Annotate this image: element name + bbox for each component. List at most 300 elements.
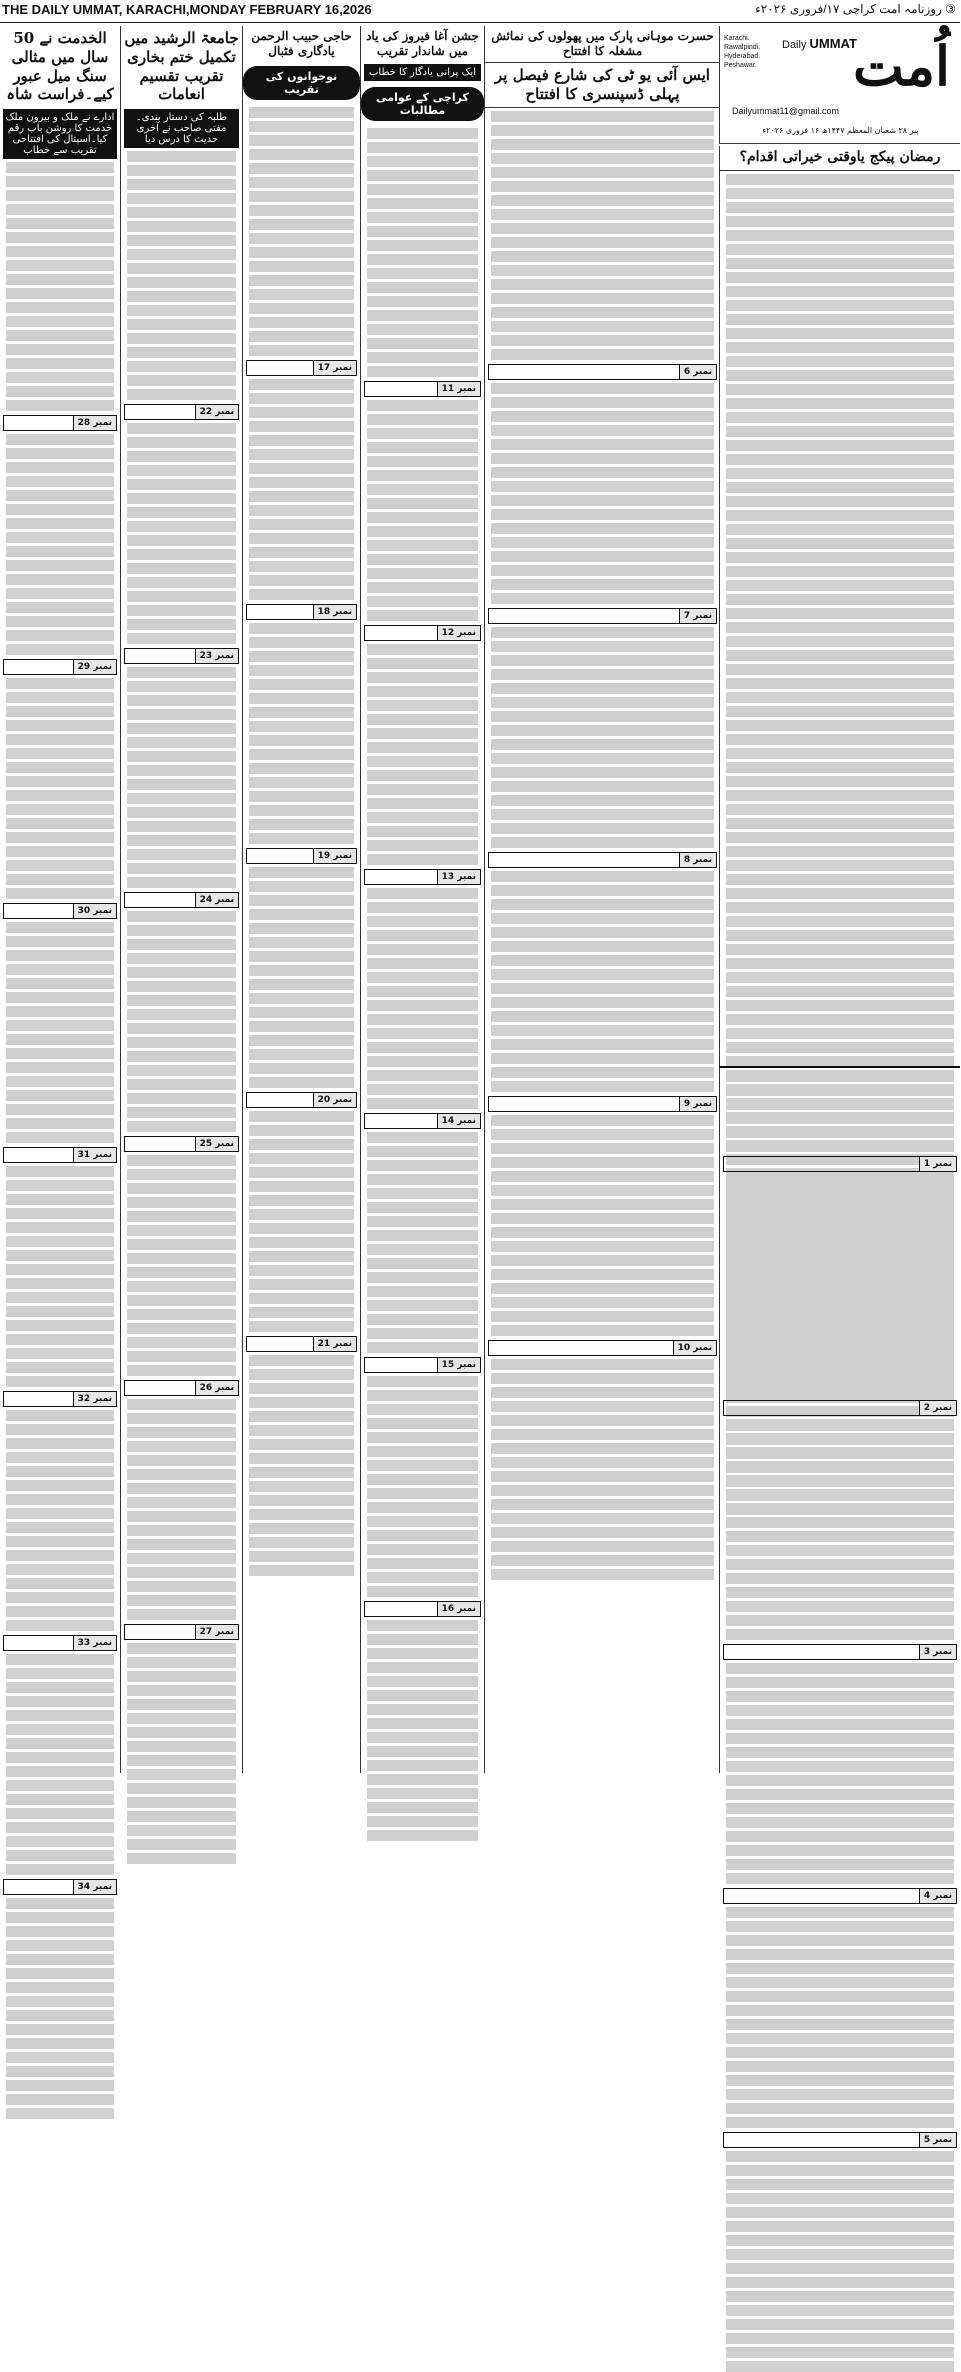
text-line [491, 1457, 714, 1468]
text-line [127, 939, 236, 950]
text-line [249, 275, 354, 286]
text-line [367, 1000, 478, 1011]
text-line [367, 1502, 478, 1513]
text-line [6, 846, 114, 857]
text-line [127, 423, 236, 434]
text-line [127, 605, 236, 616]
text-line [6, 1132, 114, 1143]
text-line [367, 226, 478, 237]
text-line [127, 1609, 236, 1620]
text-line [726, 1231, 954, 1242]
text-line [249, 1139, 354, 1150]
text-block [121, 667, 242, 888]
text-line [249, 1383, 354, 1394]
text-line [127, 953, 236, 964]
text-line [127, 1267, 236, 1278]
text-line [6, 476, 114, 487]
text-line [367, 1802, 478, 1813]
text-line [249, 1167, 354, 1178]
text-line [491, 195, 714, 206]
text-line [249, 1397, 354, 1408]
text-block [121, 1155, 242, 1376]
text-line [6, 762, 114, 773]
text-line [6, 190, 114, 201]
text-line [127, 151, 236, 162]
text-line [127, 1197, 236, 1208]
text-line [6, 2024, 114, 2035]
text-line [491, 641, 714, 652]
text-line [367, 644, 478, 655]
text-line [367, 498, 478, 509]
text-line [726, 342, 954, 353]
text-line [726, 174, 954, 185]
text-line [249, 1439, 354, 1450]
text-line [491, 913, 714, 924]
text-line [367, 470, 478, 481]
text-line [726, 538, 954, 549]
text-line [127, 577, 236, 588]
section-number: نمبر 5 [919, 2133, 956, 2147]
text-line [491, 467, 714, 478]
text-line [491, 125, 714, 136]
text-line [726, 1573, 954, 1584]
text-line [249, 1251, 354, 1262]
text-line [726, 2249, 954, 2260]
text-line [726, 1259, 954, 1270]
text-line [127, 1037, 236, 1048]
text-line [367, 1300, 478, 1311]
text-line [367, 1816, 478, 1827]
text-block [720, 1663, 960, 1884]
text-line [367, 742, 478, 753]
text-line [726, 902, 954, 913]
text-line [367, 400, 478, 411]
text-line [726, 2193, 954, 2204]
text-line [726, 412, 954, 423]
text-line [127, 1853, 236, 1864]
text-line [726, 1371, 954, 1382]
text-line [726, 706, 954, 717]
section-header [3, 1147, 117, 1163]
text-line [249, 1063, 354, 1074]
text-line [127, 619, 236, 630]
text-line [6, 2094, 114, 2105]
column-body [121, 151, 242, 1864]
text-line [6, 1982, 114, 1993]
text-line [367, 156, 478, 167]
text-line [367, 1258, 478, 1269]
text-line [726, 1433, 954, 1444]
text-line [6, 1048, 114, 1059]
text-line [249, 547, 354, 558]
section-header [124, 892, 239, 908]
text-line [127, 305, 236, 316]
text-line [6, 1724, 114, 1735]
text-line [127, 221, 236, 232]
text-line [249, 1565, 354, 1576]
text-block [485, 1115, 720, 1336]
text-line [726, 2005, 954, 2016]
text-line [249, 505, 354, 516]
text-line [491, 565, 714, 576]
text-line [367, 268, 478, 279]
text-line [127, 1281, 236, 1292]
text-line [367, 610, 478, 621]
section-header [246, 360, 357, 376]
text-line [6, 1864, 114, 1875]
text-line [726, 2165, 954, 2176]
section-number: نمبر 10 [673, 1341, 716, 1355]
text-line [367, 812, 478, 823]
text-line [249, 833, 354, 844]
text-line [491, 139, 714, 150]
section-number: نمبر 30 [73, 904, 116, 918]
text-line [491, 1269, 714, 1280]
text-line [726, 1447, 954, 1458]
text-line [367, 1098, 478, 1109]
text-line [491, 153, 714, 164]
text-line [367, 1516, 478, 1527]
text-line [726, 1315, 954, 1326]
section-number: نمبر 4 [919, 1889, 956, 1903]
text-line [726, 888, 954, 899]
text-line [127, 1121, 236, 1132]
text-line [491, 1387, 714, 1398]
section-number: نمبر 22 [195, 405, 238, 419]
text-line [249, 449, 354, 460]
section-number: نمبر 2 [919, 1401, 956, 1415]
text-line [6, 2010, 114, 2021]
text-line [6, 1376, 114, 1387]
text-block [485, 871, 720, 1092]
section-header [723, 1156, 957, 1172]
text-line [6, 1752, 114, 1763]
text-line [367, 1418, 478, 1429]
text-line [6, 1912, 114, 1923]
text-line [127, 451, 236, 462]
text-line [127, 849, 236, 860]
text-line [491, 1129, 714, 1140]
text-line [726, 1949, 954, 1960]
text-line [367, 1188, 478, 1199]
text-line [6, 504, 114, 515]
text-line [726, 2305, 954, 2316]
section-header [246, 604, 357, 620]
text-line [249, 1077, 354, 1088]
text-line [726, 930, 954, 941]
text-line [726, 692, 954, 703]
text-line [726, 1517, 954, 1528]
text-line [6, 1480, 114, 1491]
text-block [361, 1376, 484, 1597]
text-line [127, 375, 236, 386]
text-line [249, 651, 354, 662]
section-number: نمبر 17 [313, 361, 356, 375]
text-line [6, 1578, 114, 1589]
text-line [367, 414, 478, 425]
text-line [249, 345, 354, 356]
text-line [367, 930, 478, 941]
text-line [249, 1411, 354, 1422]
city: Hyderabad. [724, 53, 761, 60]
text-line [367, 366, 478, 377]
text-line [6, 1738, 114, 1749]
column-3 [242, 26, 360, 1773]
text-line [127, 1685, 236, 1696]
text-line [491, 167, 714, 178]
section-header [364, 869, 481, 885]
text-line [726, 1663, 954, 1674]
text-line [367, 1390, 478, 1401]
text-line [127, 1741, 236, 1752]
city-list [724, 34, 760, 70]
text-line [491, 593, 714, 604]
section-header [723, 1644, 957, 1660]
section-number: نمبر 20 [313, 1093, 356, 1107]
text-block [121, 423, 242, 644]
text-line [6, 532, 114, 543]
text-line [491, 627, 714, 638]
text-line [127, 863, 236, 874]
brand-name [782, 36, 857, 51]
section-header [488, 1340, 717, 1356]
text-line [6, 616, 114, 627]
text-line [726, 832, 954, 843]
text-line [249, 1223, 354, 1234]
text-line [6, 546, 114, 557]
text-line [367, 1286, 478, 1297]
text-line [127, 249, 236, 260]
text-line [127, 1351, 236, 1362]
section-header [488, 1096, 717, 1112]
text-line [491, 251, 714, 262]
text-line [249, 1021, 354, 1032]
column-5 [484, 26, 720, 1773]
text-line [249, 777, 354, 788]
text-line [249, 1355, 354, 1366]
text-line [249, 937, 354, 948]
text-line [127, 235, 236, 246]
text-line [127, 1769, 236, 1780]
text-line [249, 407, 354, 418]
column-4 [360, 26, 484, 1773]
text-line [491, 885, 714, 896]
text-line [367, 170, 478, 181]
text-block [121, 151, 242, 400]
text-line [6, 162, 114, 173]
text-line [127, 1511, 236, 1522]
column-headline: جشن آغا فیروز کی یاد میں شاندار تقریب [366, 29, 479, 58]
column-headline: حسرت موہانی پارک میں پھولوں کی نمائش مشغلہ کا افتتاح [491, 29, 714, 58]
text-line [491, 767, 714, 778]
text-line [367, 826, 478, 837]
text-line [367, 198, 478, 209]
text-line [491, 997, 714, 1008]
text-line [726, 1587, 954, 1598]
text-line [6, 678, 114, 689]
text-line [127, 1295, 236, 1306]
text-line [6, 1362, 114, 1373]
section-number: نمبر 1 [919, 1157, 956, 1171]
text-line [367, 1746, 478, 1757]
text-line [367, 1342, 478, 1353]
text-line [491, 823, 714, 834]
section-number: نمبر 11 [437, 382, 480, 396]
ummat-logo: اُمت [853, 34, 950, 98]
text-block [243, 1355, 360, 1576]
text-line [249, 735, 354, 746]
text-line [249, 1035, 354, 1046]
text-line [367, 1676, 478, 1687]
text-line [127, 563, 236, 574]
text-line [726, 1343, 954, 1354]
text-line [367, 526, 478, 537]
text-line [127, 779, 236, 790]
text-line [491, 223, 714, 234]
text-line [491, 1555, 714, 1566]
lead-headline: رمضان پیکج یاوقتی خیراتی اقدام؟ [720, 146, 960, 171]
text-line [726, 958, 954, 969]
text-line [6, 1710, 114, 1721]
section-number: نمبر 32 [73, 1392, 116, 1406]
text-line [726, 1056, 954, 1067]
text-line [249, 491, 354, 502]
text-line [127, 535, 236, 546]
text-line [367, 596, 478, 607]
text-line [491, 899, 714, 910]
section-number: نمبر 13 [437, 870, 480, 884]
urdu-dateline: ③ روزنامہ امت کراچی ۱۷/فروری ۲۰۲۶ء [755, 2, 956, 16]
text-line [367, 1230, 478, 1241]
text-line [491, 279, 714, 290]
text-line [127, 1699, 236, 1710]
text-line [6, 1424, 114, 1435]
text-line [491, 209, 714, 220]
text-line [726, 1601, 954, 1612]
text-line [367, 1718, 478, 1729]
text-line [726, 1000, 954, 1011]
text-line [726, 510, 954, 521]
text-line [127, 1797, 236, 1808]
text-line [6, 1292, 114, 1303]
text-line [249, 707, 354, 718]
text-line [367, 1732, 478, 1743]
text-line [726, 1357, 954, 1368]
text-line [726, 566, 954, 577]
text-line [249, 1181, 354, 1192]
text-line [367, 1830, 478, 1841]
text-line [726, 2291, 954, 2302]
section-header [488, 364, 717, 380]
text-line [367, 1620, 478, 1631]
text-line [6, 1550, 114, 1561]
text-line [367, 1432, 478, 1443]
text-line [127, 319, 236, 330]
text-line [726, 2235, 954, 2246]
text-block [485, 111, 720, 360]
city: Karachi. [724, 35, 750, 42]
text-line [127, 1811, 236, 1822]
text-line [726, 524, 954, 535]
text-line [6, 1780, 114, 1791]
text-line [726, 1873, 954, 1884]
text-line [127, 207, 236, 218]
section-header [246, 848, 357, 864]
text-line [491, 1499, 714, 1510]
text-line [249, 1111, 354, 1122]
text-line [726, 356, 954, 367]
english-dateline: THE DAILY UMMAT, KARACHI,MONDAY FEBRUARY 16,2026 [2, 2, 372, 17]
text-line [6, 1104, 114, 1115]
text-line [249, 791, 354, 802]
text-line [726, 2179, 954, 2190]
text-line [127, 165, 236, 176]
text-line [127, 981, 236, 992]
text-line [6, 1654, 114, 1665]
text-line [726, 1141, 954, 1152]
text-line [726, 1761, 954, 1772]
text-line [491, 1011, 714, 1022]
text-line [249, 693, 354, 704]
text-line [127, 1727, 236, 1738]
text-line [6, 1696, 114, 1707]
text-line [367, 1160, 478, 1171]
text-line [127, 1427, 236, 1438]
text-line [367, 1314, 478, 1325]
column-body [0, 162, 120, 2119]
text-block [0, 1898, 120, 2119]
text-line [6, 560, 114, 571]
text-line [249, 1237, 354, 1248]
text-line [249, 909, 354, 920]
text-line [127, 1365, 236, 1376]
text-line [127, 751, 236, 762]
text-line [726, 1977, 954, 1988]
column-1 [0, 26, 120, 1892]
masthead [719, 26, 960, 144]
text-line [491, 1541, 714, 1552]
text-line [249, 1321, 354, 1332]
text-line [367, 456, 478, 467]
text-line [249, 1495, 354, 1506]
text-line [367, 1056, 478, 1067]
text-line [127, 925, 236, 936]
section-header [364, 625, 481, 641]
text-line [367, 254, 478, 265]
text-line [6, 2066, 114, 2077]
text-line [249, 533, 354, 544]
section-number: نمبر 28 [73, 416, 116, 430]
text-line [491, 683, 714, 694]
text-line [726, 2117, 954, 2128]
text-line [6, 1940, 114, 1951]
text-line [491, 397, 714, 408]
text-line [367, 1788, 478, 1799]
text-line [367, 1634, 478, 1645]
text-block [720, 2151, 960, 2372]
text-line [6, 588, 114, 599]
text-line [726, 1042, 954, 1053]
section-header [364, 1357, 481, 1373]
text-line [6, 874, 114, 885]
text-line [127, 1553, 236, 1564]
text-line [127, 1107, 236, 1118]
section-header [723, 1888, 957, 1904]
text-line [726, 2319, 954, 2330]
text-line [726, 1245, 954, 1256]
text-line [726, 398, 954, 409]
text-line [249, 951, 354, 962]
